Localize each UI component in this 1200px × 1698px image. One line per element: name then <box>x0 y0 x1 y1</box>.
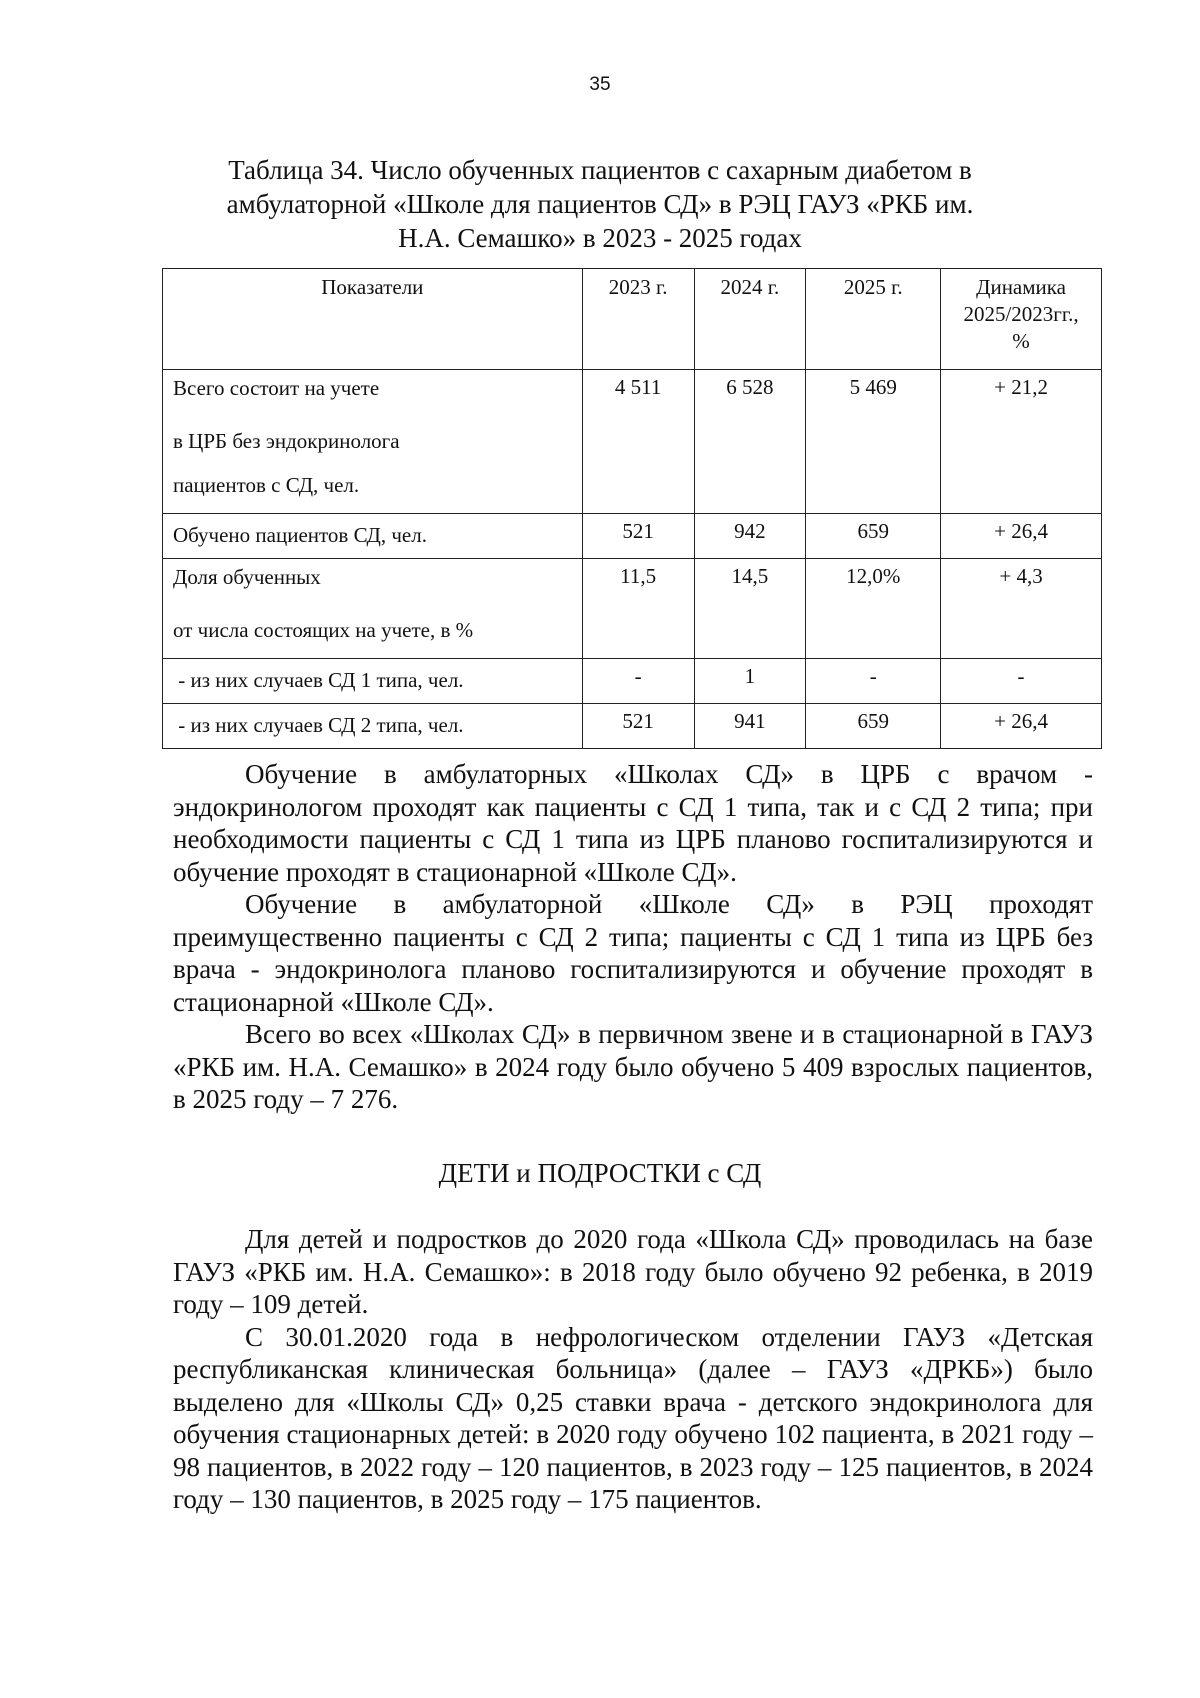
cell-dynamics: + 26,4 <box>941 514 1102 559</box>
body-text-section-2 <box>173 1223 1093 1516</box>
header-dynamics <box>941 269 1102 370</box>
header-indicator: Показатели <box>163 269 583 370</box>
row-label <box>163 559 583 659</box>
header-2024: 2024 г. <box>694 269 806 370</box>
table-caption <box>200 153 1000 255</box>
label-line: от числа состоящих на учете, в % <box>173 618 474 642</box>
body-text-section-1 <box>173 758 1093 1116</box>
paragraph: Обучение в амбулаторных «Школах СД» в ЦРБ с врачом - эндокринологом проходят как пациенты с СД 1 типа, так и с СД 2 типа; при необходимости пациенты с СД 1 типа из ЦРБ планово госпитализируются и обучение проходят в стационарной «Школе СД». <box>173 759 1093 887</box>
table-header-row <box>163 269 1102 370</box>
section-heading: ДЕТИ и ПОДРОСТКИ с СД <box>438 1158 762 1188</box>
table-row <box>163 370 1102 514</box>
cell-2024: 14,5 <box>694 559 806 659</box>
cell-2024: 6 528 <box>694 370 806 514</box>
cell-2024: 941 <box>694 704 806 749</box>
cell-dynamics: + 4,3 <box>941 559 1102 659</box>
table-row <box>163 704 1102 749</box>
paragraph: С 30.01.2020 года в нефрологическом отделении ГАУЗ «Детская республиканская клиническая больница» (далее – ГАУЗ «ДРКБ») было выделено для «Школы СД» 0,25 ставки врача - детского эндокринолога для обучения стационарных детей: в 2020 году обучено 102 пациента, в 2021 году – 98 пациентов, в 2022 году – 120 пациентов, в 2023 году – 125 пациентов, в 2024 году – 130 пациентов, в 2025 году – 175 пациентов. <box>173 1321 1093 1514</box>
cell-2023: 4 511 <box>582 370 694 514</box>
page-number: 35 <box>589 74 611 95</box>
label-line: в ЦРБ без эндокринолога <box>173 429 400 453</box>
header-dynamics-line: % <box>1012 329 1030 353</box>
caption-line: Н.А. Семашко» в 2023 - 2025 годах <box>398 223 802 253</box>
cell-2025: 659 <box>806 514 941 559</box>
header-dynamics-line: 2025/2023гг., <box>963 302 1079 326</box>
statistics-table <box>162 268 1102 749</box>
cell-dynamics: + 26,4 <box>941 704 1102 749</box>
row-label <box>163 514 583 559</box>
label-line: - из них случаев СД 1 типа, чел. <box>173 668 464 692</box>
header-2023: 2023 г. <box>582 269 694 370</box>
table-row <box>163 559 1102 659</box>
row-label <box>163 659 583 704</box>
cell-2023: - <box>582 659 694 704</box>
cell-2024: 942 <box>694 514 806 559</box>
caption-line: амбулаторной «Школе для пациентов СД» в РЭЦ ГАУЗ «РКБ им. <box>226 189 974 219</box>
table-row <box>163 514 1102 559</box>
header-2025: 2025 г. <box>806 269 941 370</box>
cell-2025: - <box>806 659 941 704</box>
caption-line: Таблица 34. Число обученных пациентов с сахарным диабетом в <box>228 155 972 185</box>
label-line: Доля обученных <box>173 565 321 589</box>
cell-dynamics: - <box>941 659 1102 704</box>
paragraph: Для детей и подростков до 2020 года «Школа СД» проводилась на базе ГАУЗ «РКБ им. Н.А. Семашко»: в 2018 году было обучено 92 ребенка, в 2019 году – 109 детей. <box>173 1224 1093 1319</box>
paragraph: Всего во всех «Школах СД» в первичном звене и в стационарной в ГАУЗ «РКБ им. Н.А. Семашко» в 2024 году было обучено 5 409 взрослых пациентов, в 2025 году – 7 276. <box>173 1019 1093 1114</box>
cell-dynamics: + 21,2 <box>941 370 1102 514</box>
cell-2023: 521 <box>582 704 694 749</box>
label-line: пациентов с СД, чел. <box>173 473 360 497</box>
label-line: Обучено пациентов СД, чел. <box>173 523 427 547</box>
cell-2025: 12,0% <box>806 559 941 659</box>
header-dynamics-line: Динамика <box>976 275 1066 299</box>
paragraph: Обучение в амбулаторной «Школе СД» в РЭЦ проходят преимущественно пациенты с СД 2 типа; пациенты с СД 1 типа из ЦРБ без врача - эндокринолога планово госпитализируются и обучение проходят в стационарной «Школе СД». <box>173 889 1093 1017</box>
cell-2025: 5 469 <box>806 370 941 514</box>
row-label <box>163 704 583 749</box>
table-row <box>163 659 1102 704</box>
row-label <box>163 370 583 514</box>
label-line: Всего состоит на учете <box>173 376 380 400</box>
cell-2025: 659 <box>806 704 941 749</box>
label-line: - из них случаев СД 2 типа, чел. <box>173 713 464 737</box>
cell-2023: 521 <box>582 514 694 559</box>
cell-2024: 1 <box>694 659 806 704</box>
cell-2023: 11,5 <box>582 559 694 659</box>
